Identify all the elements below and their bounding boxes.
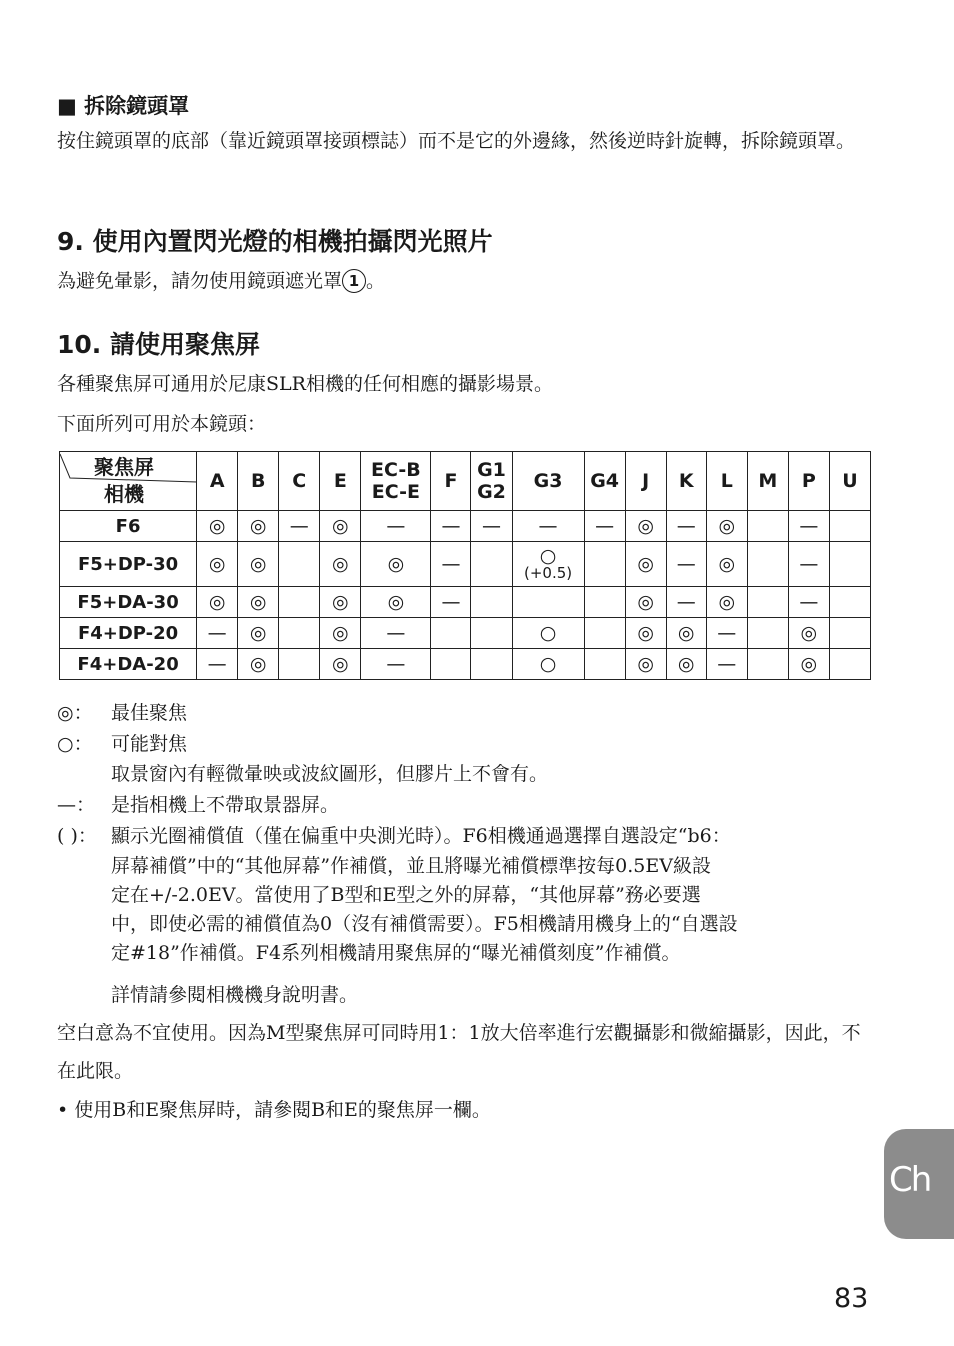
table-col-header: M — [747, 452, 788, 511]
table-col-header: G4 — [584, 452, 625, 511]
table-cell: — — [431, 542, 471, 587]
table-cell: ◎ — [788, 649, 829, 680]
table-row-camera: F5+DP-30 — [60, 542, 197, 587]
table-cell: — — [788, 587, 829, 618]
table-cell: ◎ — [320, 587, 361, 618]
table-col-header: G3 — [512, 452, 584, 511]
table-cell — [512, 542, 584, 587]
table-cell: ◎ — [361, 587, 431, 618]
legend-best-symbol: ◎： — [57, 702, 93, 724]
table-cell: — — [197, 618, 238, 649]
table-cell — [279, 649, 320, 680]
table-cell: — — [197, 649, 238, 680]
table-cell — [584, 542, 625, 587]
table-cell — [512, 587, 584, 618]
table-row — [60, 618, 871, 649]
table-cell: ◎ — [788, 618, 829, 649]
table-cell: ◎ — [238, 542, 279, 587]
corner-camera-label: 相機 — [104, 482, 144, 506]
table-row-camera: F5+DA-30 — [60, 587, 197, 618]
legend-none-text: 是指相機上不帶取景器屏。 — [111, 794, 340, 816]
table-cell: — — [706, 618, 747, 649]
legend-best-text: 最佳聚焦 — [111, 702, 188, 724]
table-row — [60, 511, 871, 542]
table-cell: ◎ — [706, 587, 747, 618]
table-cell: ◎ — [238, 649, 279, 680]
table-cell — [747, 587, 788, 618]
table-col-header: J — [625, 452, 666, 511]
legend-paren — [57, 821, 731, 851]
page-number: 83 — [834, 1283, 869, 1314]
table-cell — [829, 542, 870, 587]
table-cell: — — [361, 511, 431, 542]
table-cell — [471, 542, 512, 587]
legend-paren-line5: 定#18”作補償。F4系列相機請用聚焦屏的“曝光補償刻度”作補償。 — [111, 942, 681, 964]
section10-line2: 下面所列可用於本鏡頭： — [57, 413, 267, 435]
cell-compensation-value: (+0.5) — [523, 564, 573, 582]
table-cell: — — [788, 542, 829, 587]
legend-paren-symbol: ( )： — [57, 825, 97, 847]
cell-symbol: ○ — [539, 545, 557, 567]
table-cell — [584, 649, 625, 680]
table-cell: ◎ — [238, 618, 279, 649]
table-cell — [747, 618, 788, 649]
legend-paren-line1: 顯示光圈補償值（僅在偏重中央測光時）。F6相機通過選擇自選設定“b6： — [111, 825, 731, 847]
table-cell: ◎ — [238, 587, 279, 618]
table-cell: ◎ — [625, 618, 666, 649]
table-col-header: G1 G2 — [471, 452, 512, 511]
table-cell — [829, 511, 870, 542]
table-cell: ◎ — [625, 649, 666, 680]
table-col-header: B — [238, 452, 279, 511]
table-cell: ○ — [512, 649, 584, 680]
section9-body-text: 為避免暈影，請勿使用鏡頭遮光罩 — [57, 270, 343, 292]
table-cell: — — [706, 649, 747, 680]
legend-none — [57, 790, 339, 820]
table-cell: ◎ — [706, 511, 747, 542]
table-cell — [279, 587, 320, 618]
legend-possible-text: 可能對焦 — [111, 733, 188, 755]
table-cell — [747, 649, 788, 680]
table-corner-header — [60, 452, 197, 511]
table-cell — [471, 649, 512, 680]
table-col-header: A — [197, 452, 238, 511]
section-remove-title: ■ 拆除鏡頭罩 — [57, 94, 190, 118]
table-col-header: E — [320, 452, 361, 511]
table-cell: ◎ — [197, 587, 238, 618]
table-row — [60, 587, 871, 618]
legend-paren-line3: 定在+/-2.0EV。當使用了B型和E型之外的屏幕，“其他屏幕”務必要選 — [111, 884, 701, 906]
table-cell: — — [361, 649, 431, 680]
table-cell: ◎ — [320, 511, 361, 542]
language-tab-label: Ch — [889, 1160, 931, 1200]
table-row-camera: F6 — [60, 511, 197, 542]
table-cell — [471, 618, 512, 649]
table-cell — [829, 618, 870, 649]
legend-possible-note: 取景窗內有輕微暈映或波紋圖形，但膠片上不會有。 — [111, 763, 549, 785]
table-cell — [747, 511, 788, 542]
table-cell — [471, 587, 512, 618]
table-cell — [431, 649, 471, 680]
section-remove-body: 按住鏡頭罩的底部（靠近鏡頭罩接頭標誌）而不是它的外邊緣，然後逆時針旋轉，拆除鏡頭罩。 — [57, 130, 856, 152]
table-cell: — — [279, 511, 320, 542]
table-cell — [829, 649, 870, 680]
table-cell — [829, 587, 870, 618]
table-cell: ◎ — [666, 618, 706, 649]
table-row — [60, 649, 871, 680]
legend-paren-line4: 中，即使必需的補償值為0（沒有補償需要）。F5相機請用機身上的“自選設 — [111, 913, 738, 935]
table-row — [60, 542, 871, 587]
table-cell — [279, 542, 320, 587]
table-cell: — — [361, 618, 431, 649]
bullet-note: • 使用B和E聚焦屏時，請參閱B和E的聚焦屏一欄。 — [57, 1099, 491, 1121]
table-cell — [584, 587, 625, 618]
table-cell: ◎ — [666, 649, 706, 680]
table-cell: — — [666, 587, 706, 618]
table-cell — [431, 618, 471, 649]
table-cell — [584, 618, 625, 649]
legend-possible-symbol: ○： — [57, 733, 93, 755]
section9-body-end: 。 — [366, 270, 386, 292]
legend-paren-line2: 屏幕補償”中的“其他屏幕”作補償，並且將曝光補償標準按每0.5EV級設 — [111, 855, 711, 877]
table-cell: — — [431, 587, 471, 618]
legend-none-symbol: —： — [57, 794, 96, 816]
table-cell: — — [512, 511, 584, 542]
table-col-header: F — [431, 452, 471, 511]
table-row-camera: F4+DP-20 — [60, 618, 197, 649]
table-cell: ◎ — [625, 587, 666, 618]
table-cell — [279, 618, 320, 649]
legend-best — [57, 698, 187, 728]
section10-line1: 各種聚焦屏可通用於尼康SLR相機的任何相應的攝影場景。 — [57, 373, 553, 395]
section10-title: 10. 請使用聚焦屏 — [57, 330, 260, 359]
focusing-screen-table — [59, 451, 871, 680]
table-col-header: U — [829, 452, 870, 511]
blank-cell-note: 空白意為不宜使用。因為M型聚焦屏可同時用1：1放大倍率進行宏觀攝影和微縮攝影，因此，不在此限。 — [57, 1022, 861, 1082]
legend-details: 詳情請參閱相機機身說明書。 — [111, 984, 359, 1006]
table-cell: ◎ — [361, 542, 431, 587]
table-cell — [747, 542, 788, 587]
table-col-header: L — [706, 452, 747, 511]
table-cell: ◎ — [197, 542, 238, 587]
table-col-header: P — [788, 452, 829, 511]
table-cell: ◎ — [625, 542, 666, 587]
table-cell: ◎ — [625, 511, 666, 542]
table-cell: — — [471, 511, 512, 542]
table-header-row — [60, 452, 871, 511]
table-col-header: EC-B EC-E — [361, 452, 431, 511]
table-cell: — — [666, 511, 706, 542]
section9-title: 9. 使用內置閃光燈的相機拍攝閃光照片 — [57, 227, 493, 256]
table-cell: — — [431, 511, 471, 542]
table-cell: ◎ — [706, 542, 747, 587]
table-cell: ○ — [512, 618, 584, 649]
table-cell: ◎ — [197, 511, 238, 542]
table-row-camera: F4+DA-20 — [60, 649, 197, 680]
table-col-header: K — [666, 452, 706, 511]
table-cell: — — [788, 511, 829, 542]
table-cell: ◎ — [320, 618, 361, 649]
legend-possible — [57, 729, 187, 759]
table-col-header: C — [279, 452, 320, 511]
table-cell: ◎ — [238, 511, 279, 542]
section9-body — [57, 262, 877, 300]
table-cell: — — [584, 511, 625, 542]
corner-screen-label: 聚焦屏 — [94, 455, 154, 479]
circled-number-marker: 1 — [342, 269, 366, 293]
table-cell: — — [666, 542, 706, 587]
table-cell: ◎ — [320, 649, 361, 680]
table-cell: ◎ — [320, 542, 361, 587]
